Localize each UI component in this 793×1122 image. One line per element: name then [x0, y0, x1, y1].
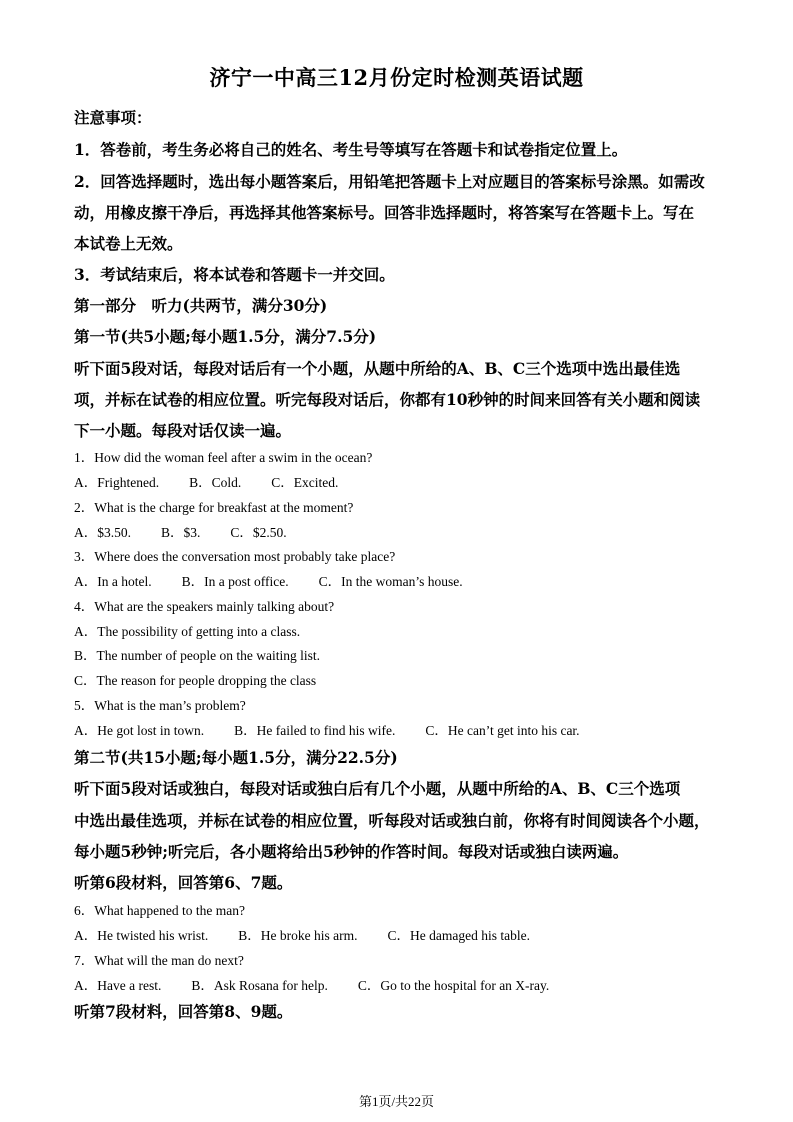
notice-item-2-line-1: 2．回答选择题时，选出每小题答案后，用铅笔把答题卡上对应题目的答案标号涂黑。如需改 — [74, 172, 705, 191]
page-title: 济宁一中高三12月份定时检测英语试题 — [209, 65, 584, 90]
option-c: C．$2.50. — [230, 525, 287, 540]
option-a: A．Have a rest. — [74, 978, 162, 993]
option-a: A．He twisted his wrist. — [74, 928, 209, 943]
option-a: A．He got lost in town. — [74, 723, 205, 738]
option-b: B．In a post office. — [181, 574, 289, 589]
option-c: C．Excited. — [271, 475, 339, 490]
question-4-option-a: A．The possibility of getting into a class. — [74, 624, 301, 639]
option-b: B．He broke his arm. — [238, 928, 358, 943]
option-c: C．He damaged his table. — [387, 928, 530, 943]
question-3-stem: 3．Where does the conversation most probably take place? — [74, 549, 396, 564]
question-6-options — [74, 927, 560, 945]
option-a: A．Frightened. — [74, 475, 160, 490]
section1-heading: 第一节(共5小题;每小题1.5分，满分7.5分) — [74, 327, 377, 346]
option-c: C．Go to the hospital for an X-ray. — [357, 978, 550, 993]
question-4-option-c: C．The reason for people dropping the class — [74, 673, 317, 688]
section2-instruction-line-1: 听下面5段对话或独白，每段对话或独白后有几个小题，从题中所给的A、B、C三个选项 — [74, 779, 681, 798]
option-b: B．$3. — [161, 525, 201, 540]
section1-instruction-line-2: 项，并标在试卷的相应位置。听完每段对话后，你都有10秒钟的时间来回答有关小题和阅读 — [74, 390, 701, 409]
section2-heading: 第二节(共15小题;每小题1.5分，满分22.5分) — [74, 748, 398, 767]
option-b: B．Ask Rosana for help. — [191, 978, 328, 993]
notice-item-2-line-3: 本试卷上无效。 — [74, 234, 183, 253]
notice-item-3: 3．考试结束后，将本试卷和答题卡一并交回。 — [74, 265, 395, 284]
question-3-options — [74, 573, 493, 591]
option-a: A．In a hotel. — [74, 574, 152, 589]
option-b: B．He failed to find his wife. — [234, 723, 396, 738]
question-2-stem: 2．What is the charge for breakfast at the moment? — [74, 500, 354, 515]
question-5-stem: 5．What is the man’s problem? — [74, 698, 246, 713]
question-7-stem: 7．What will the man do next? — [74, 953, 244, 968]
material-6-heading: 听第6段材料，回答第6、7题。 — [74, 873, 293, 892]
part1-heading: 第一部分 听力(共两节，满分30分) — [74, 296, 328, 315]
section1-instruction-line-1: 听下面5段对话，每段对话后有一个小题，从题中所给的A、B、C三个选项中选出最佳选 — [74, 359, 681, 378]
option-b: B．Cold. — [189, 475, 242, 490]
section2-instruction-line-3: 每小题5秒钟;听完后，各小题将给出5秒钟的作答时间。每段对话或独白读两遍。 — [74, 842, 629, 861]
option-c: C．In the woman’s house. — [318, 574, 463, 589]
question-5-options — [74, 722, 610, 740]
option-c: C．He can’t get into his car. — [425, 723, 580, 738]
material-7-heading: 听第7段材料，回答第8、9题。 — [74, 1002, 293, 1021]
notice-item-1: 1．答卷前，考生务必将自己的姓名、考生号等填写在答题卡和试卷指定位置上。 — [74, 140, 628, 159]
question-2-options — [74, 524, 317, 542]
question-1-stem: 1．How did the woman feel after a swim in the ocean? — [74, 450, 373, 465]
question-7-options — [74, 977, 579, 995]
question-1-options — [74, 474, 368, 492]
notice-heading: 注意事项： — [74, 108, 152, 127]
section2-instruction-line-2: 中选出最佳选项，并标在试卷的相应位置，听每段对话或独白前，你将有时间阅读各个小题， — [74, 811, 710, 830]
question-4-option-b: B．The number of people on the waiting list. — [74, 648, 320, 663]
page-number: 第1页/共22页 — [358, 1094, 435, 1109]
notice-item-2-line-2: 动，用橡皮擦干净后，再选择其他答案标号。回答非选择题时，将答案写在答题卡上。写在 — [74, 203, 695, 222]
question-6-stem: 6．What happened to the man? — [74, 903, 245, 918]
section1-instruction-line-3: 下一小题。每段对话仅读一遍。 — [74, 421, 292, 440]
option-a: A．$3.50. — [74, 525, 131, 540]
question-4-stem: 4．What are the speakers mainly talking about? — [74, 599, 335, 614]
